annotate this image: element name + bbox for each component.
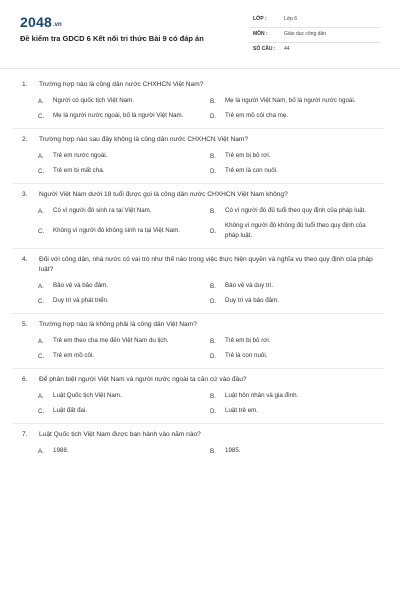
answer-option-d[interactable] bbox=[210, 111, 382, 121]
answer-letter: D. bbox=[210, 167, 217, 175]
answer-text: Bảo vệ và bảo đảm. bbox=[53, 282, 109, 289]
answer-letter: D. bbox=[210, 227, 217, 235]
meta-value-subject: Giáo dục công dân bbox=[284, 31, 326, 37]
meta-row-subject bbox=[250, 28, 380, 43]
question-divider bbox=[12, 248, 384, 249]
answer-text: Trẻ em bị bỏ rơi. bbox=[225, 152, 271, 159]
answer-options bbox=[38, 281, 388, 306]
answer-text: Trẻ em mồ côi cha mẹ. bbox=[225, 112, 289, 119]
question-text: Đối với công dân, nhà nước có vai trò như thế nào trong việc thực hiện quyền và nghĩa vụ theo quy định của pháp luật? bbox=[39, 256, 373, 273]
question-divider bbox=[12, 183, 384, 184]
answer-row bbox=[38, 336, 388, 346]
answer-letter: B. bbox=[210, 337, 216, 345]
question-7 bbox=[0, 430, 400, 456]
logo[interactable] bbox=[20, 14, 62, 30]
question-spacer bbox=[22, 361, 400, 375]
answer-letter: C. bbox=[38, 297, 45, 305]
question-spacer bbox=[22, 121, 400, 135]
answer-text: Duy trì và bảo đảm. bbox=[225, 297, 279, 304]
answer-text: Trẻ em bị mất cha. bbox=[53, 167, 105, 174]
question-6 bbox=[0, 375, 400, 430]
question-divider bbox=[12, 313, 384, 314]
question-row bbox=[22, 135, 400, 145]
question-number: 6. bbox=[22, 376, 28, 383]
answer-text: Không vì người đó không đủ tuổi theo quy định của pháp luật. bbox=[225, 222, 366, 239]
answer-option-c[interactable] bbox=[38, 296, 210, 306]
answer-option-d[interactable] bbox=[210, 351, 382, 361]
logo-text: 2048 bbox=[20, 14, 52, 30]
answer-option-b[interactable] bbox=[210, 206, 382, 216]
answer-option-a[interactable] bbox=[38, 206, 210, 216]
answer-letter: B. bbox=[210, 207, 216, 215]
answer-option-d[interactable] bbox=[210, 406, 382, 416]
answer-text: Trẻ là con nuôi. bbox=[225, 352, 268, 359]
question-divider bbox=[12, 423, 384, 424]
question-row bbox=[22, 375, 400, 385]
answer-text: Luật trẻ em. bbox=[225, 407, 259, 414]
answer-option-b[interactable] bbox=[210, 281, 382, 291]
answer-letter: A. bbox=[38, 447, 44, 455]
logo-domain: .vn bbox=[52, 22, 62, 28]
question-number: 7. bbox=[22, 431, 28, 438]
answer-row bbox=[38, 406, 388, 416]
question-number: 1. bbox=[22, 81, 28, 88]
answer-letter: B. bbox=[210, 392, 216, 400]
answer-text: 1985. bbox=[225, 447, 241, 454]
question-text: Để phân biệt người Việt Nam và người nước ngoài ta căn cứ vào đâu? bbox=[39, 376, 247, 383]
question-4 bbox=[0, 255, 400, 320]
answer-option-b[interactable] bbox=[210, 336, 382, 346]
answer-option-a[interactable] bbox=[38, 336, 210, 346]
question-row bbox=[22, 320, 400, 330]
answer-text: Trẻ em theo cha mẹ đến Việt Nam du lịch. bbox=[53, 337, 169, 344]
answer-text: Không vì người đó không sinh ra tại Việt Nam. bbox=[53, 227, 181, 234]
question-spacer bbox=[22, 176, 400, 190]
answer-text: Luật hôn nhân và gia đình. bbox=[225, 392, 299, 399]
answer-letter: C. bbox=[38, 227, 45, 235]
answer-row bbox=[38, 206, 388, 216]
answer-option-c[interactable] bbox=[38, 221, 210, 241]
question-row bbox=[22, 80, 400, 90]
question-number: 2. bbox=[22, 136, 28, 143]
answer-text: Trẻ em mồ côi. bbox=[53, 352, 95, 359]
question-text: Người Việt Nam dưới 18 tuổi được gọi là công dân nước CHXHCN Việt Nam không? bbox=[39, 191, 288, 198]
answer-text: Luật Quốc tịch Việt Nam. bbox=[53, 392, 122, 399]
answer-option-c[interactable] bbox=[38, 351, 210, 361]
header bbox=[0, 0, 400, 64]
answer-row bbox=[38, 151, 388, 161]
answer-text: Bảo vệ và duy trì. bbox=[225, 282, 274, 289]
answer-option-a[interactable] bbox=[38, 151, 210, 161]
answer-letter: C. bbox=[38, 167, 45, 175]
question-1 bbox=[0, 80, 400, 135]
answer-option-d[interactable] bbox=[210, 166, 382, 176]
answer-option-b[interactable] bbox=[210, 96, 382, 106]
answer-letter: B. bbox=[210, 152, 216, 160]
answer-option-c[interactable] bbox=[38, 406, 210, 416]
answer-text: Mẹ là người Việt Nam, bố là người nước ngoài. bbox=[225, 97, 356, 104]
answer-letter: B. bbox=[210, 97, 216, 105]
answer-letter: A. bbox=[38, 152, 44, 160]
answer-row bbox=[38, 166, 388, 176]
meta-row-class bbox=[250, 13, 380, 28]
question-row bbox=[22, 430, 400, 440]
answer-row bbox=[38, 351, 388, 361]
answer-letter: C. bbox=[38, 407, 45, 415]
answer-options bbox=[38, 446, 388, 456]
question-divider bbox=[12, 368, 384, 369]
question-text: Trường hợp nào là không phải là công dân Việt Nam? bbox=[39, 321, 197, 328]
answer-letter: D. bbox=[210, 112, 217, 120]
answer-text: Mẹ là người nước ngoài, bố là người Việt Nam. bbox=[53, 112, 184, 119]
answer-option-a[interactable] bbox=[38, 446, 210, 456]
answer-row bbox=[38, 221, 388, 241]
answer-text: Có vì người đó sinh ra tại Việt Nam. bbox=[53, 207, 152, 214]
answer-option-b[interactable] bbox=[210, 151, 382, 161]
answer-letter: D. bbox=[210, 352, 217, 360]
question-divider bbox=[12, 128, 384, 129]
question-text: Luật Quốc tịch Việt Nam được ban hành vào năm nào? bbox=[39, 431, 201, 438]
answer-letter: A. bbox=[38, 97, 44, 105]
meta-table bbox=[250, 13, 380, 57]
question-number: 4. bbox=[22, 256, 28, 263]
answer-option-a[interactable] bbox=[38, 391, 210, 401]
question-spacer bbox=[22, 416, 400, 430]
answer-text: Người có quốc tịch Việt Nam. bbox=[53, 97, 134, 104]
question-5 bbox=[0, 320, 400, 375]
answer-option-a[interactable] bbox=[38, 96, 210, 106]
meta-key-subject: MÔN : bbox=[253, 31, 268, 37]
question-3 bbox=[0, 190, 400, 255]
answer-option-d[interactable] bbox=[210, 296, 382, 306]
answer-letter: D. bbox=[210, 297, 217, 305]
answer-text: Trẻ em bị bỏ rơi. bbox=[225, 337, 271, 344]
question-text: Trường hợp nào là công dân nước CHXHCN Việt Nam? bbox=[39, 81, 204, 88]
answer-row bbox=[38, 446, 388, 456]
answer-option-d[interactable] bbox=[210, 221, 382, 241]
meta-row-count bbox=[250, 43, 380, 57]
answer-letter: A. bbox=[38, 207, 44, 215]
answer-letter: A. bbox=[38, 282, 44, 290]
question-row bbox=[22, 255, 400, 275]
answer-text: Trẻ em nước ngoài. bbox=[53, 152, 108, 159]
header-divider bbox=[0, 68, 400, 69]
meta-value-class: Lớp 6 bbox=[284, 16, 298, 22]
answer-letter: C. bbox=[38, 112, 45, 120]
answer-option-a[interactable] bbox=[38, 281, 210, 291]
page-title: Đề kiểm tra GDCD 6 Kết nối tri thức Bài 9 có đáp án bbox=[20, 34, 204, 43]
answer-option-b[interactable] bbox=[210, 446, 382, 456]
answer-row bbox=[38, 296, 388, 306]
question-number: 3. bbox=[22, 191, 28, 198]
answer-row bbox=[38, 391, 388, 401]
answer-text: 1988. bbox=[53, 447, 69, 454]
question-row bbox=[22, 190, 400, 200]
answer-options bbox=[38, 96, 388, 121]
answer-option-c[interactable] bbox=[38, 166, 210, 176]
meta-value-count: 44 bbox=[284, 46, 290, 52]
answer-letter: B. bbox=[210, 447, 216, 455]
answer-text: Luật đất đai. bbox=[53, 407, 88, 414]
answer-letter: B. bbox=[210, 282, 216, 290]
answer-row bbox=[38, 281, 388, 291]
answer-options bbox=[38, 391, 388, 416]
answer-letter: A. bbox=[38, 337, 44, 345]
answer-row bbox=[38, 96, 388, 106]
answer-text: Có vì người đó đủ tuổi theo quy định của pháp luật. bbox=[225, 207, 366, 214]
question-list bbox=[0, 80, 400, 456]
question-spacer bbox=[22, 306, 400, 320]
question-number: 5. bbox=[22, 321, 28, 328]
answer-option-c[interactable] bbox=[38, 111, 210, 121]
answer-options bbox=[38, 151, 388, 176]
question-2 bbox=[0, 135, 400, 190]
meta-key-class: LỚP : bbox=[253, 16, 267, 22]
answer-letter: D. bbox=[210, 407, 217, 415]
answer-text: Trẻ em là con nuôi. bbox=[225, 167, 278, 174]
answer-options bbox=[38, 336, 388, 361]
answer-option-b[interactable] bbox=[210, 391, 382, 401]
answer-row bbox=[38, 111, 388, 121]
meta-key-count: SỐ CÂU : bbox=[253, 46, 276, 52]
answer-text: Duy trì và phát triển. bbox=[53, 297, 109, 304]
question-spacer bbox=[22, 241, 400, 255]
question-text: Trường hợp nào sau đây không là công dân nước CHXHCN Việt Nam? bbox=[39, 136, 249, 143]
answer-letter: C. bbox=[38, 352, 45, 360]
answer-letter: A. bbox=[38, 392, 44, 400]
answer-options bbox=[38, 206, 388, 241]
